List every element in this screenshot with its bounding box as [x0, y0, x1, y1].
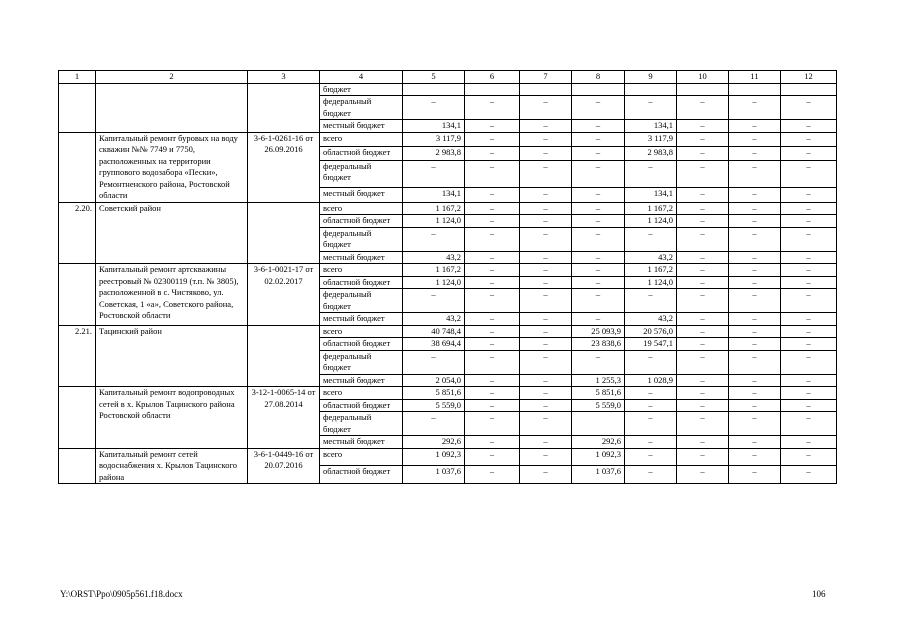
amount-cell: –	[729, 387, 781, 400]
amount-cell: 5 559,0	[403, 399, 465, 412]
amount-cell: –	[677, 338, 729, 351]
item-code: 3-6-1-0021-17 от 02.02.2017	[248, 264, 320, 326]
amount-cell: –	[729, 251, 781, 264]
amount-cell: –	[520, 276, 572, 289]
table-body	[59, 83, 837, 484]
amount-cell: –	[729, 338, 781, 351]
table-row	[59, 202, 837, 215]
item-name: Советский район	[96, 202, 248, 264]
funding-source: областной бюджет	[320, 146, 403, 160]
amount-cell: –	[781, 448, 837, 466]
column-header: 6	[465, 71, 520, 84]
funding-source: местный бюджет	[320, 120, 403, 133]
amount-cell: –	[572, 251, 625, 264]
amount-cell: –	[572, 120, 625, 133]
amount-cell: 292,6	[572, 436, 625, 449]
funding-source: всего	[320, 325, 403, 338]
amount-cell: –	[729, 120, 781, 133]
amount-cell: –	[465, 448, 520, 466]
item-number: 2.21.	[59, 325, 96, 387]
amount-cell: –	[465, 289, 520, 313]
column-header: 12	[781, 71, 837, 84]
funding-source: местный бюджет	[320, 188, 403, 202]
amount-cell: –	[465, 436, 520, 449]
funding-source: всего	[320, 448, 403, 466]
amount-cell: –	[625, 96, 677, 120]
amount-cell: 5 559,0	[572, 399, 625, 412]
amount-cell	[465, 83, 520, 96]
amount-cell: –	[729, 132, 781, 146]
amount-cell: –	[520, 215, 572, 228]
amount-cell: –	[520, 202, 572, 215]
amount-cell: –	[781, 325, 837, 338]
funding-source: федеральный бюджет	[320, 160, 403, 187]
item-name: Тацинский район	[96, 325, 248, 387]
column-header: 7	[520, 71, 572, 84]
amount-cell: –	[465, 132, 520, 146]
item-code	[248, 202, 320, 264]
amount-cell	[729, 83, 781, 96]
amount-cell: –	[403, 227, 465, 251]
amount-cell: –	[465, 350, 520, 374]
amount-cell: –	[465, 215, 520, 228]
table-row	[59, 325, 837, 338]
amount-cell: 1 124,0	[403, 215, 465, 228]
amount-cell: –	[465, 374, 520, 387]
amount-cell: –	[677, 96, 729, 120]
amount-cell: –	[729, 399, 781, 412]
amount-cell: –	[781, 276, 837, 289]
amount-cell: –	[465, 399, 520, 412]
amount-cell: –	[781, 412, 837, 436]
amount-cell: –	[677, 202, 729, 215]
amount-cell: 19 547,1	[625, 338, 677, 351]
amount-cell	[572, 412, 625, 436]
amount-cell: –	[625, 448, 677, 466]
amount-cell: –	[625, 160, 677, 187]
amount-cell: –	[677, 289, 729, 313]
amount-cell: –	[403, 160, 465, 187]
amount-cell: –	[520, 227, 572, 251]
amount-cell: –	[625, 436, 677, 449]
amount-cell	[572, 83, 625, 96]
amount-cell: –	[520, 436, 572, 449]
amount-cell: –	[729, 466, 781, 484]
amount-cell: –	[625, 466, 677, 484]
amount-cell: –	[677, 251, 729, 264]
funding-source: федеральный бюджет	[320, 350, 403, 374]
amount-cell: –	[465, 251, 520, 264]
funding-source: местный бюджет	[320, 374, 403, 387]
amount-cell: –	[729, 202, 781, 215]
amount-cell: –	[625, 399, 677, 412]
amount-cell: –	[781, 227, 837, 251]
amount-cell: –	[729, 227, 781, 251]
amount-cell: –	[677, 399, 729, 412]
amount-cell: –	[781, 466, 837, 484]
amount-cell: –	[572, 202, 625, 215]
amount-cell: –	[465, 188, 520, 202]
amount-cell: –	[403, 412, 465, 436]
amount-cell: –	[465, 227, 520, 251]
amount-cell: –	[572, 146, 625, 160]
amount-cell: 1 124,0	[625, 215, 677, 228]
amount-cell: –	[520, 313, 572, 326]
page-number: 106	[812, 589, 826, 599]
funding-source: местный бюджет	[320, 436, 403, 449]
item-name: Капитальный ремонт буровых на воду скважин №№ 7749 и 7750, расположенных на территории группового водозабора «Пески», Ремонтненского района, Ростовской области	[96, 132, 248, 202]
amount-cell: –	[520, 412, 572, 436]
amount-cell: 1 255,3	[572, 374, 625, 387]
amount-cell: –	[520, 251, 572, 264]
amount-cell: –	[465, 96, 520, 120]
amount-cell: 25 093,9	[572, 325, 625, 338]
amount-cell: –	[677, 215, 729, 228]
amount-cell: –	[781, 146, 837, 160]
amount-cell: 43,2	[625, 251, 677, 264]
amount-cell: –	[677, 313, 729, 326]
amount-cell: –	[781, 120, 837, 133]
amount-cell: –	[781, 289, 837, 313]
funding-source: федеральный бюджет	[320, 96, 403, 120]
amount-cell: –	[520, 120, 572, 133]
amount-cell: –	[677, 412, 729, 436]
column-header: 2	[96, 71, 248, 84]
amount-cell: –	[520, 160, 572, 187]
amount-cell: –	[677, 276, 729, 289]
amount-cell: 1 037,6	[572, 466, 625, 484]
amount-cell: –	[465, 325, 520, 338]
table-row	[59, 83, 837, 96]
table-row	[59, 264, 837, 277]
amount-cell: –	[677, 350, 729, 374]
amount-cell: 1 124,0	[625, 276, 677, 289]
table-row	[59, 448, 837, 466]
amount-cell: –	[572, 350, 625, 374]
amount-cell: –	[465, 338, 520, 351]
amount-cell: –	[781, 215, 837, 228]
amount-cell: –	[781, 374, 837, 387]
amount-cell: –	[572, 264, 625, 277]
item-code: 3-12-1-0065-14 от 27.08.2014	[248, 387, 320, 449]
amount-cell: –	[465, 276, 520, 289]
amount-cell: –	[729, 215, 781, 228]
amount-cell: –	[677, 227, 729, 251]
amount-cell: –	[403, 350, 465, 374]
amount-cell: –	[572, 132, 625, 146]
item-name: Капитальный ремонт артскважины реестровый № 02300119 (т.п. № 3805), расположенной в с. Чистяково, ул. Советская, 1 «а», Советского района, Ростовской области	[96, 264, 248, 326]
amount-cell: 1 092,3	[403, 448, 465, 466]
funding-source: областной бюджет	[320, 399, 403, 412]
amount-cell: –	[781, 96, 837, 120]
amount-cell: –	[729, 146, 781, 160]
budget-table	[58, 70, 837, 484]
funding-source: областной бюджет	[320, 276, 403, 289]
amount-cell: –	[572, 96, 625, 120]
item-code	[248, 325, 320, 387]
item-number: 2.20.	[59, 202, 96, 264]
amount-cell: –	[677, 448, 729, 466]
amount-cell: –	[520, 289, 572, 313]
amount-cell	[520, 83, 572, 96]
amount-cell: –	[781, 436, 837, 449]
amount-cell: –	[465, 264, 520, 277]
amount-cell: –	[677, 120, 729, 133]
item-code	[248, 83, 320, 132]
amount-cell: –	[520, 325, 572, 338]
item-code: 3-6-1-0449-16 от 20.07.2016	[248, 448, 320, 484]
amount-cell: 38 694,4	[403, 338, 465, 351]
item-number	[59, 387, 96, 449]
item-name: Капитальный ремонт сетей водоснабжения х. Крылов Тацинского района	[96, 448, 248, 484]
amount-cell: –	[572, 313, 625, 326]
amount-cell	[781, 83, 837, 96]
amount-cell: –	[729, 448, 781, 466]
amount-cell: –	[403, 289, 465, 313]
amount-cell: –	[677, 436, 729, 449]
amount-cell: –	[465, 313, 520, 326]
amount-cell: –	[677, 374, 729, 387]
amount-cell: –	[625, 289, 677, 313]
amount-cell: –	[781, 399, 837, 412]
amount-cell: –	[465, 160, 520, 187]
amount-cell: –	[465, 466, 520, 484]
column-header: 9	[625, 71, 677, 84]
amount-cell: 3 117,9	[403, 132, 465, 146]
funding-source: бюджет	[320, 83, 403, 96]
amount-cell: –	[781, 313, 837, 326]
file-path: Y:\ORST\Ppo\0905p561.f18.docx	[60, 589, 183, 599]
amount-cell: –	[781, 264, 837, 277]
amount-cell: –	[572, 289, 625, 313]
amount-cell: –	[520, 264, 572, 277]
amount-cell: –	[781, 202, 837, 215]
amount-cell: –	[465, 412, 520, 436]
amount-cell: –	[781, 160, 837, 187]
amount-cell: 1 167,2	[625, 264, 677, 277]
amount-cell: 134,1	[403, 188, 465, 202]
amount-cell: –	[520, 132, 572, 146]
amount-cell: –	[677, 160, 729, 187]
amount-cell: –	[465, 120, 520, 133]
amount-cell: –	[729, 289, 781, 313]
amount-cell: –	[520, 350, 572, 374]
amount-cell: –	[520, 387, 572, 400]
item-name	[96, 83, 248, 132]
item-number	[59, 448, 96, 484]
amount-cell: –	[520, 466, 572, 484]
amount-cell: –	[520, 188, 572, 202]
column-header: 5	[403, 71, 465, 84]
amount-cell	[677, 83, 729, 96]
amount-cell	[625, 83, 677, 96]
amount-cell: –	[781, 387, 837, 400]
amount-cell: –	[781, 188, 837, 202]
table-row	[59, 132, 837, 146]
amount-cell: 1 037,6	[403, 466, 465, 484]
amount-cell: –	[729, 313, 781, 326]
amount-cell: –	[520, 338, 572, 351]
amount-cell: –	[572, 276, 625, 289]
amount-cell: –	[520, 448, 572, 466]
amount-cell: 20 576,0	[625, 325, 677, 338]
amount-cell: –	[403, 96, 465, 120]
item-code: 3-6-1-0261-16 от 26.09.2016	[248, 132, 320, 202]
column-header: 4	[320, 71, 403, 84]
item-name: Капитальный ремонт водопроводных сетей в х. Крылов Тацинского района Ростовской области	[96, 387, 248, 449]
amount-cell: 43,2	[625, 313, 677, 326]
amount-cell: –	[729, 160, 781, 187]
amount-cell: –	[625, 387, 677, 400]
amount-cell: 1 092,3	[572, 448, 625, 466]
amount-cell: 2 983,8	[403, 146, 465, 160]
amount-cell: –	[520, 374, 572, 387]
amount-cell: 1 124,0	[403, 276, 465, 289]
amount-cell: –	[729, 325, 781, 338]
amount-cell: 3 117,9	[625, 132, 677, 146]
amount-cell: –	[781, 338, 837, 351]
item-number	[59, 132, 96, 202]
column-header: 11	[729, 71, 781, 84]
column-header: 10	[677, 71, 729, 84]
amount-cell: –	[677, 325, 729, 338]
amount-cell: –	[729, 96, 781, 120]
amount-cell: 134,1	[403, 120, 465, 133]
amount-cell: –	[677, 132, 729, 146]
funding-source: местный бюджет	[320, 251, 403, 264]
table-row	[59, 387, 837, 400]
amount-cell: 134,1	[625, 188, 677, 202]
amount-cell: –	[729, 350, 781, 374]
amount-cell: –	[677, 264, 729, 277]
funding-source: местный бюджет	[320, 313, 403, 326]
amount-cell: 23 838,6	[572, 338, 625, 351]
amount-cell: 5 851,6	[572, 387, 625, 400]
amount-cell: –	[465, 202, 520, 215]
amount-cell: –	[677, 466, 729, 484]
amount-cell: –	[520, 146, 572, 160]
funding-source: федеральный бюджет	[320, 227, 403, 251]
amount-cell: 1 167,2	[625, 202, 677, 215]
amount-cell: 43,2	[403, 313, 465, 326]
amount-cell: –	[625, 350, 677, 374]
amount-cell: –	[729, 188, 781, 202]
amount-cell: –	[572, 227, 625, 251]
amount-cell: –	[677, 387, 729, 400]
amount-cell: 5 851,6	[403, 387, 465, 400]
amount-cell: –	[729, 264, 781, 277]
amount-cell: 2 983,8	[625, 146, 677, 160]
funding-source: всего	[320, 387, 403, 400]
amount-cell: –	[625, 227, 677, 251]
item-number	[59, 83, 96, 132]
amount-cell	[403, 83, 465, 96]
amount-cell: –	[781, 350, 837, 374]
amount-cell: –	[677, 146, 729, 160]
amount-cell: –	[677, 188, 729, 202]
amount-cell: 2 054,0	[403, 374, 465, 387]
amount-cell: –	[781, 251, 837, 264]
amount-cell: 1 028,9	[625, 374, 677, 387]
amount-cell: –	[729, 436, 781, 449]
amount-cell: 1 167,2	[403, 264, 465, 277]
funding-source: областной бюджет	[320, 215, 403, 228]
amount-cell: –	[520, 399, 572, 412]
amount-cell: –	[729, 412, 781, 436]
amount-cell: 1 167,2	[403, 202, 465, 215]
header-row	[59, 71, 837, 84]
amount-cell: 40 748,4	[403, 325, 465, 338]
amount-cell: 134,1	[625, 120, 677, 133]
amount-cell: –	[465, 146, 520, 160]
funding-source: областной бюджет	[320, 466, 403, 484]
column-header: 3	[248, 71, 320, 84]
amount-cell: –	[729, 374, 781, 387]
amount-cell: –	[572, 215, 625, 228]
amount-cell: –	[625, 412, 677, 436]
amount-cell: –	[520, 96, 572, 120]
funding-source: всего	[320, 264, 403, 277]
column-header: 8	[572, 71, 625, 84]
column-header: 1	[59, 71, 96, 84]
amount-cell: 43,2	[403, 251, 465, 264]
amount-cell: –	[572, 160, 625, 187]
amount-cell: 292,6	[403, 436, 465, 449]
amount-cell: –	[465, 387, 520, 400]
funding-source: федеральный бюджет	[320, 289, 403, 313]
funding-source: всего	[320, 202, 403, 215]
funding-source: федеральный бюджет	[320, 412, 403, 436]
amount-cell: –	[729, 276, 781, 289]
amount-cell: –	[572, 188, 625, 202]
item-number	[59, 264, 96, 326]
amount-cell: –	[781, 132, 837, 146]
funding-source: областной бюджет	[320, 338, 403, 351]
funding-source: всего	[320, 132, 403, 146]
